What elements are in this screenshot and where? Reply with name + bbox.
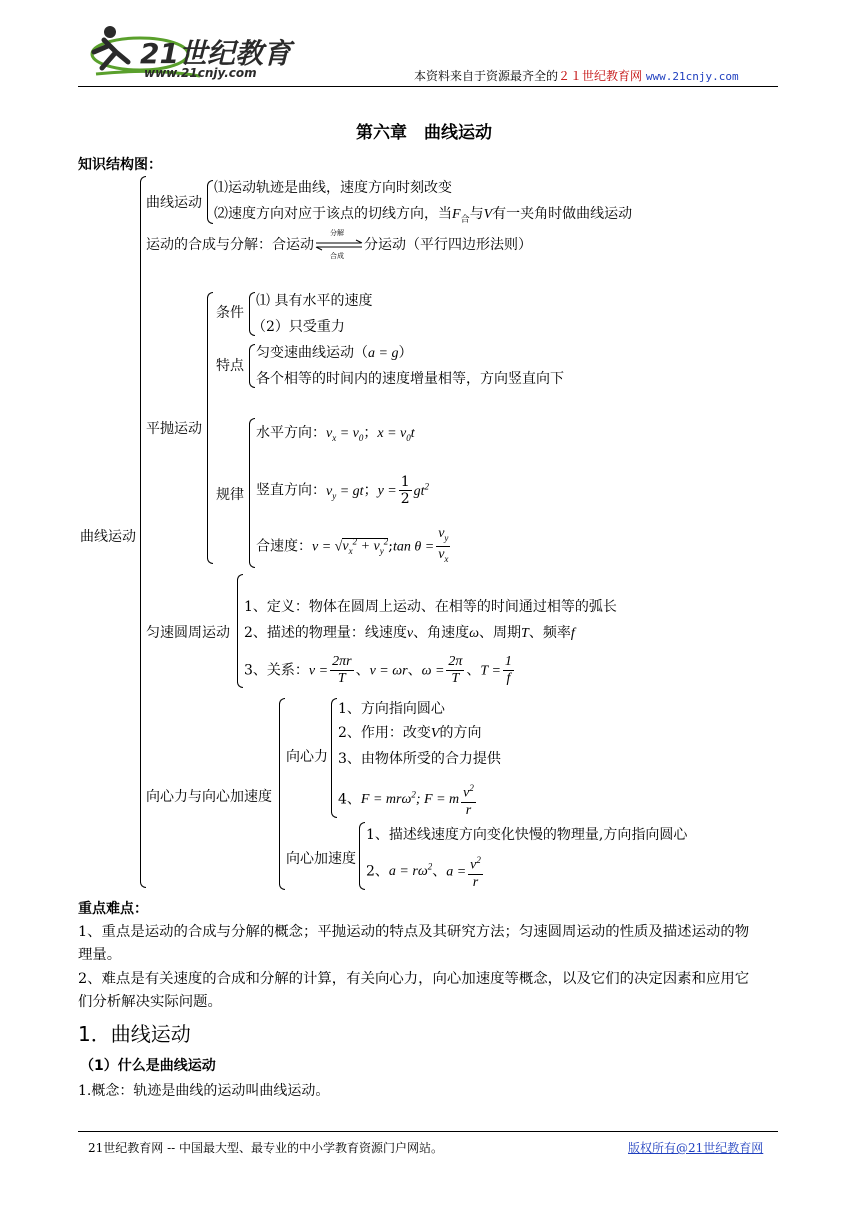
force-item-2-text-a: 2、作用：改变 xyxy=(338,725,431,741)
vertical-position-formula: y = xyxy=(377,483,397,499)
acceleration-item-1: 1、描述线速度方向变化快慢的物理量,方向指向圆心 xyxy=(366,827,688,843)
curve-item-2-text-b: 与 xyxy=(469,206,484,222)
curve-item-1: ⑴运动轨迹是曲线，速度方向时刻改变 xyxy=(214,180,452,196)
footer-copyright-link[interactable]: 版权所有@21世纪教育网 xyxy=(628,1141,764,1155)
source-note-prefix: 本资料来自于资源最齐全的 xyxy=(414,69,559,83)
header-rule xyxy=(78,86,778,87)
feature-brace xyxy=(249,344,255,388)
linear-speed-symbol: v xyxy=(406,626,414,641)
relation-fraction-1: $\frac{2\pi r}{T}$ xyxy=(332,654,352,686)
vertical-label: 竖直方向： xyxy=(256,482,326,499)
force-item-2-text-b: 的方向 xyxy=(439,725,482,741)
relation-label: 3、关系： xyxy=(244,662,309,679)
acceleration-formula-1: $a = r\omega^2$ xyxy=(388,861,433,880)
relation-formula-3: ω = xyxy=(421,663,445,679)
force-label: 向心力 xyxy=(286,749,328,765)
compose-left: 运动的合成与分解：合运动 xyxy=(146,237,314,253)
acceleration-label: 向心加速度 xyxy=(286,851,356,867)
arrow-top-label: 分解 xyxy=(330,229,344,237)
force-brace xyxy=(331,698,337,818)
vertical-position-rest: $gt^2$ xyxy=(413,480,430,499)
force-subscript: 合 xyxy=(460,214,470,225)
force-item-2 xyxy=(338,722,481,742)
frequency-symbol: f xyxy=(570,626,575,641)
structure-label: 知识结构图： xyxy=(78,157,162,173)
angular-speed-symbol: ω xyxy=(469,626,480,641)
curve-item-2-text-a: ⑵速度方向对应于该点的切线方向，当 xyxy=(214,206,452,222)
acceleration-item-2-label: 2、 xyxy=(366,863,389,880)
circular-label: 匀速圆周运动 xyxy=(146,625,230,641)
angle-fraction: $\frac{v_y}{v_x}$ xyxy=(438,526,449,564)
centripetal-brace xyxy=(279,698,285,890)
footer-left: 21世纪教育网 -- 中国最大型、最专业的中小学教育资源门户网站。 xyxy=(88,1141,444,1155)
logo xyxy=(82,22,291,84)
relation-formula-4: T = xyxy=(480,663,501,679)
source-note xyxy=(414,67,739,84)
acceleration-formula-2: a = xyxy=(446,864,467,880)
compose-arrow xyxy=(314,229,364,260)
feature-1-equation: a = g xyxy=(368,346,399,361)
circular-item-2-text-c: 、周期 xyxy=(479,625,522,641)
source-note-site: ２１世纪教育网 xyxy=(558,69,643,83)
circular-item-2 xyxy=(244,622,575,642)
vertical-formula: $v_y$ = gt xyxy=(326,483,364,501)
acceleration-fraction: $\frac{v^2}{r}$ xyxy=(468,852,483,891)
circular-item-3: 3、关系：v = $\frac{2\pi r}{T}$ 、v = ωr、ω = $\frac{2\pi}{T}$ 、T = $\frac{1}{f}$ xyxy=(244,654,512,686)
condition-1: ⑴ 具有水平的速度 xyxy=(256,293,373,309)
acceleration-item-2: 2、$a = r\omega^2$、a = $\frac{v^2}{r}$ xyxy=(366,852,485,891)
condition-label: 条件 xyxy=(216,305,244,321)
key-point-1-line-1: 1、重点是运动的合成与分解的概念；平抛运动的特点及其研究方法；匀速圆周运动的性质及描述运动的物 xyxy=(78,924,750,940)
law-combined: 合速度：$v = √v_x^2$ + $v_y^2;\tan$ θ = $\frac{v_y}{v_x}$ xyxy=(256,526,452,567)
relation-fraction-4: $\frac{1}{f}$ xyxy=(504,654,512,686)
velocity-symbol: V xyxy=(483,207,493,222)
acceleration-brace xyxy=(359,822,365,890)
force-item-4-label: 4、 xyxy=(338,791,361,808)
compose-row xyxy=(146,229,532,260)
logo-url: www.21cnjy.com xyxy=(144,66,257,80)
centripetal-label: 向心力与向心加速度 xyxy=(146,789,272,805)
curve-label: 曲线运动 xyxy=(146,195,202,211)
horizontal-formula: $v_x = v_0$ xyxy=(326,426,364,443)
curve-brace xyxy=(207,180,213,224)
key-points-heading: 重点难点： xyxy=(78,901,148,917)
projectile-label: 平抛运动 xyxy=(146,421,202,437)
feature-1-close: ） xyxy=(398,345,413,361)
page-title: 第六章 曲线运动 xyxy=(356,123,492,143)
period-symbol: T xyxy=(521,626,529,641)
feature-1-text: 匀变速曲线运动（ xyxy=(256,345,368,361)
law-brace xyxy=(249,418,255,568)
section-heading: 1．曲线运动 xyxy=(78,1022,191,1046)
condition-2: （2）只受重力 xyxy=(252,319,345,335)
relation-formula-2: v = ωr xyxy=(369,663,408,679)
horizontal-label: 水平方向： xyxy=(256,425,326,441)
root-label: 曲线运动 xyxy=(80,529,136,545)
force-item-2-symbol: V xyxy=(430,726,440,741)
force-item-4 xyxy=(338,780,478,819)
feature-2: 各个相等的时间内的速度增量相等，方向竖直向下 xyxy=(256,371,564,387)
force-formula: F = mrω$^2$; F = m xyxy=(360,789,460,808)
key-point-2-line-2: 们分析解决实际问题。 xyxy=(78,994,222,1010)
feature-1 xyxy=(256,342,412,362)
relation-fraction-3: $\frac{2\pi}{T}$ xyxy=(448,654,463,686)
logo-text: 21世纪教育 xyxy=(140,37,291,70)
circular-item-2-text-a: 2、描述的物理量：线速度 xyxy=(244,625,407,641)
law-label: 规律 xyxy=(216,487,244,503)
root-brace xyxy=(140,176,146,888)
circular-item-1: 1、定义：物体在圆周上运动、在相等的时间通过相等的弧长 xyxy=(244,599,617,615)
circular-item-2-text-b: 、角速度 xyxy=(413,625,470,641)
arrow-bottom-label: 合成 xyxy=(330,252,344,260)
double-arrow-icon xyxy=(314,238,364,252)
horizontal-position-formula: $x = v_0t$ xyxy=(377,426,415,443)
circular-brace xyxy=(237,574,243,688)
footer-rule xyxy=(78,1131,778,1132)
source-note-url[interactable]: www.21cnjy.com xyxy=(645,70,739,83)
combined-label: 合速度： xyxy=(256,538,312,555)
feature-label: 特点 xyxy=(216,358,244,374)
law-horizontal: 水平方向：$v_x = v_0$；$x = v_0t$ xyxy=(256,425,415,443)
curve-item-2 xyxy=(214,203,632,225)
force-fraction: $\frac{v^2}{r}$ xyxy=(461,780,476,819)
key-point-1-line-2: 理量。 xyxy=(78,947,122,963)
concept-line: 1.概念：轨迹是曲线的运动叫曲线运动。 xyxy=(78,1083,330,1099)
relation-formula-1: v = xyxy=(308,663,329,679)
force-item-3: 3、由物体所受的合力提供 xyxy=(338,751,501,767)
curve-item-2-text-c: 有一夹角时做曲线运动 xyxy=(492,206,633,222)
force-item-1: 1、方向指向圆心 xyxy=(338,701,445,717)
law-vertical: 竖直方向：$v_y$ = gt；y = $\frac{1}{2}$ $gt^2$ xyxy=(256,474,430,507)
key-point-2-line-1: 2、难点是有关速度的合成和分解的计算，有关向心力，向心加速度等概念，以及它们的决定因素和应用它 xyxy=(78,971,750,987)
force-symbol: F xyxy=(452,207,461,222)
projectile-brace xyxy=(207,292,213,564)
compose-right: 分运动（平行四边形法则） xyxy=(364,237,532,253)
half-fraction: $\frac{1}{2}$ xyxy=(400,474,410,507)
circular-item-2-text-d: 、频率 xyxy=(528,625,571,641)
angle-formula: tan θ = xyxy=(392,539,435,555)
sub-heading: （1）什么是曲线运动 xyxy=(80,1058,216,1074)
combined-speed-formula: $v = √v_x^2 + v_y^2$ xyxy=(312,536,389,557)
